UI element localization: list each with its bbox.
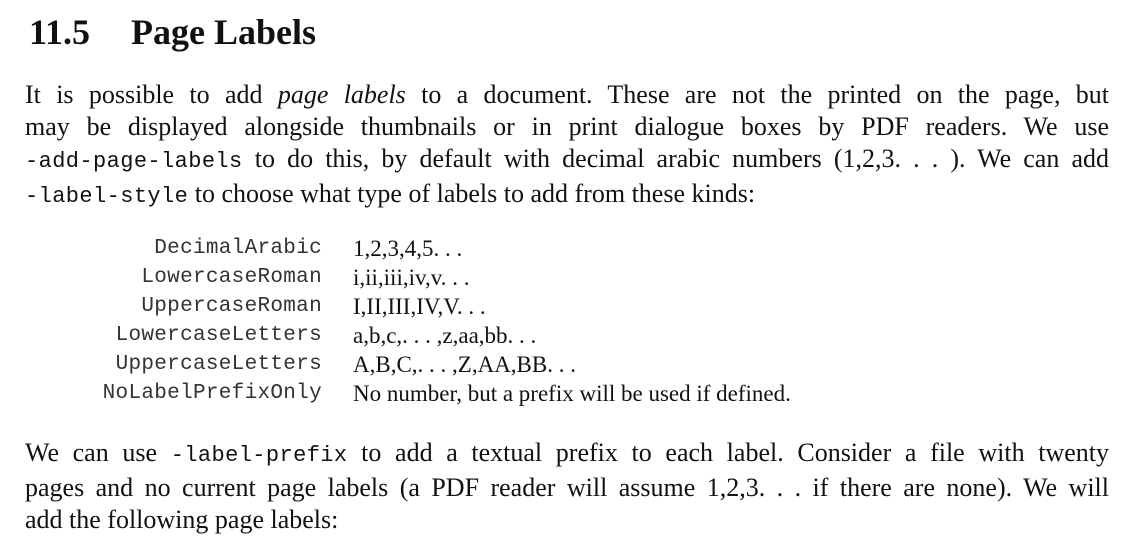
- label-style-row: [40, 379, 791, 408]
- label-style-row: [40, 321, 791, 350]
- label-styles-table: [40, 234, 791, 408]
- intro-paragraph: [25, 79, 1109, 213]
- label-style-kind: LowercaseLetters: [115, 324, 322, 347]
- prefix-line-1: [25, 437, 1109, 472]
- label-style-example: i,ii,iii,iv,v. . .: [353, 265, 470, 290]
- label-style-example: No number, but a prefix will be used if defined.: [353, 381, 791, 406]
- label-style-row: [40, 350, 791, 379]
- prefix-paragraph: [25, 437, 1109, 536]
- label-style-example: I,II,III,IV,V. . .: [353, 294, 486, 319]
- intro-line-2: may be displayed alongside thumbnails or in print dialogue boxes by PDF readers. We use: [25, 112, 1109, 141]
- intro-line-3-text: to do this, by default with decimal arabic numbers (1,2,3. . . ). We can add: [242, 144, 1109, 173]
- label-style-row: [40, 263, 791, 292]
- prefix-line-1-pre: We can use: [25, 438, 171, 467]
- label-style-row: [40, 234, 791, 263]
- intro-line-4: [25, 178, 1109, 213]
- prefix-line-1-post: to add a textual prefix to each label. Consider a file with twenty: [347, 438, 1109, 467]
- label-style-example: A,B,C,. . . ,Z,AA,BB. . .: [353, 352, 576, 377]
- label-prefix-code: -label-prefix: [170, 443, 348, 468]
- add-page-labels-code: -add-page-labels: [25, 149, 243, 174]
- intro-line-1-pre: It is possible to add: [25, 80, 278, 109]
- intro-line-1-post: to a document. These are not the printed on the page, but: [405, 80, 1109, 109]
- section-title: Page Labels: [131, 12, 316, 52]
- page-labels-term: page labels: [277, 80, 406, 109]
- label-style-kind: UppercaseRoman: [141, 295, 322, 318]
- section-number: 11.5: [29, 12, 91, 52]
- label-style-code: -label-style: [25, 184, 189, 209]
- label-style-example: a,b,c,. . . ,z,aa,bb. . .: [353, 323, 537, 348]
- label-style-example: 1,2,3,4,5. . .: [353, 236, 463, 261]
- section-heading: [29, 10, 316, 54]
- label-style-kind: DecimalArabic: [154, 237, 322, 260]
- intro-line-3: [25, 143, 1109, 178]
- prefix-line-2: pages and no current page labels (a PDF reader will assume 1,2,3. . . if there are none). We will: [25, 473, 1109, 502]
- intro-line-4-text: to choose what type of labels to add from these kinds:: [188, 179, 756, 208]
- label-style-kind: UppercaseLetters: [115, 353, 322, 376]
- label-style-kind: LowercaseRoman: [141, 266, 322, 289]
- label-style-kind: NoLabelPrefixOnly: [102, 382, 322, 405]
- intro-line-1: [25, 79, 1109, 111]
- prefix-line-3: add the following page labels:: [25, 505, 339, 534]
- label-style-row: [40, 292, 791, 321]
